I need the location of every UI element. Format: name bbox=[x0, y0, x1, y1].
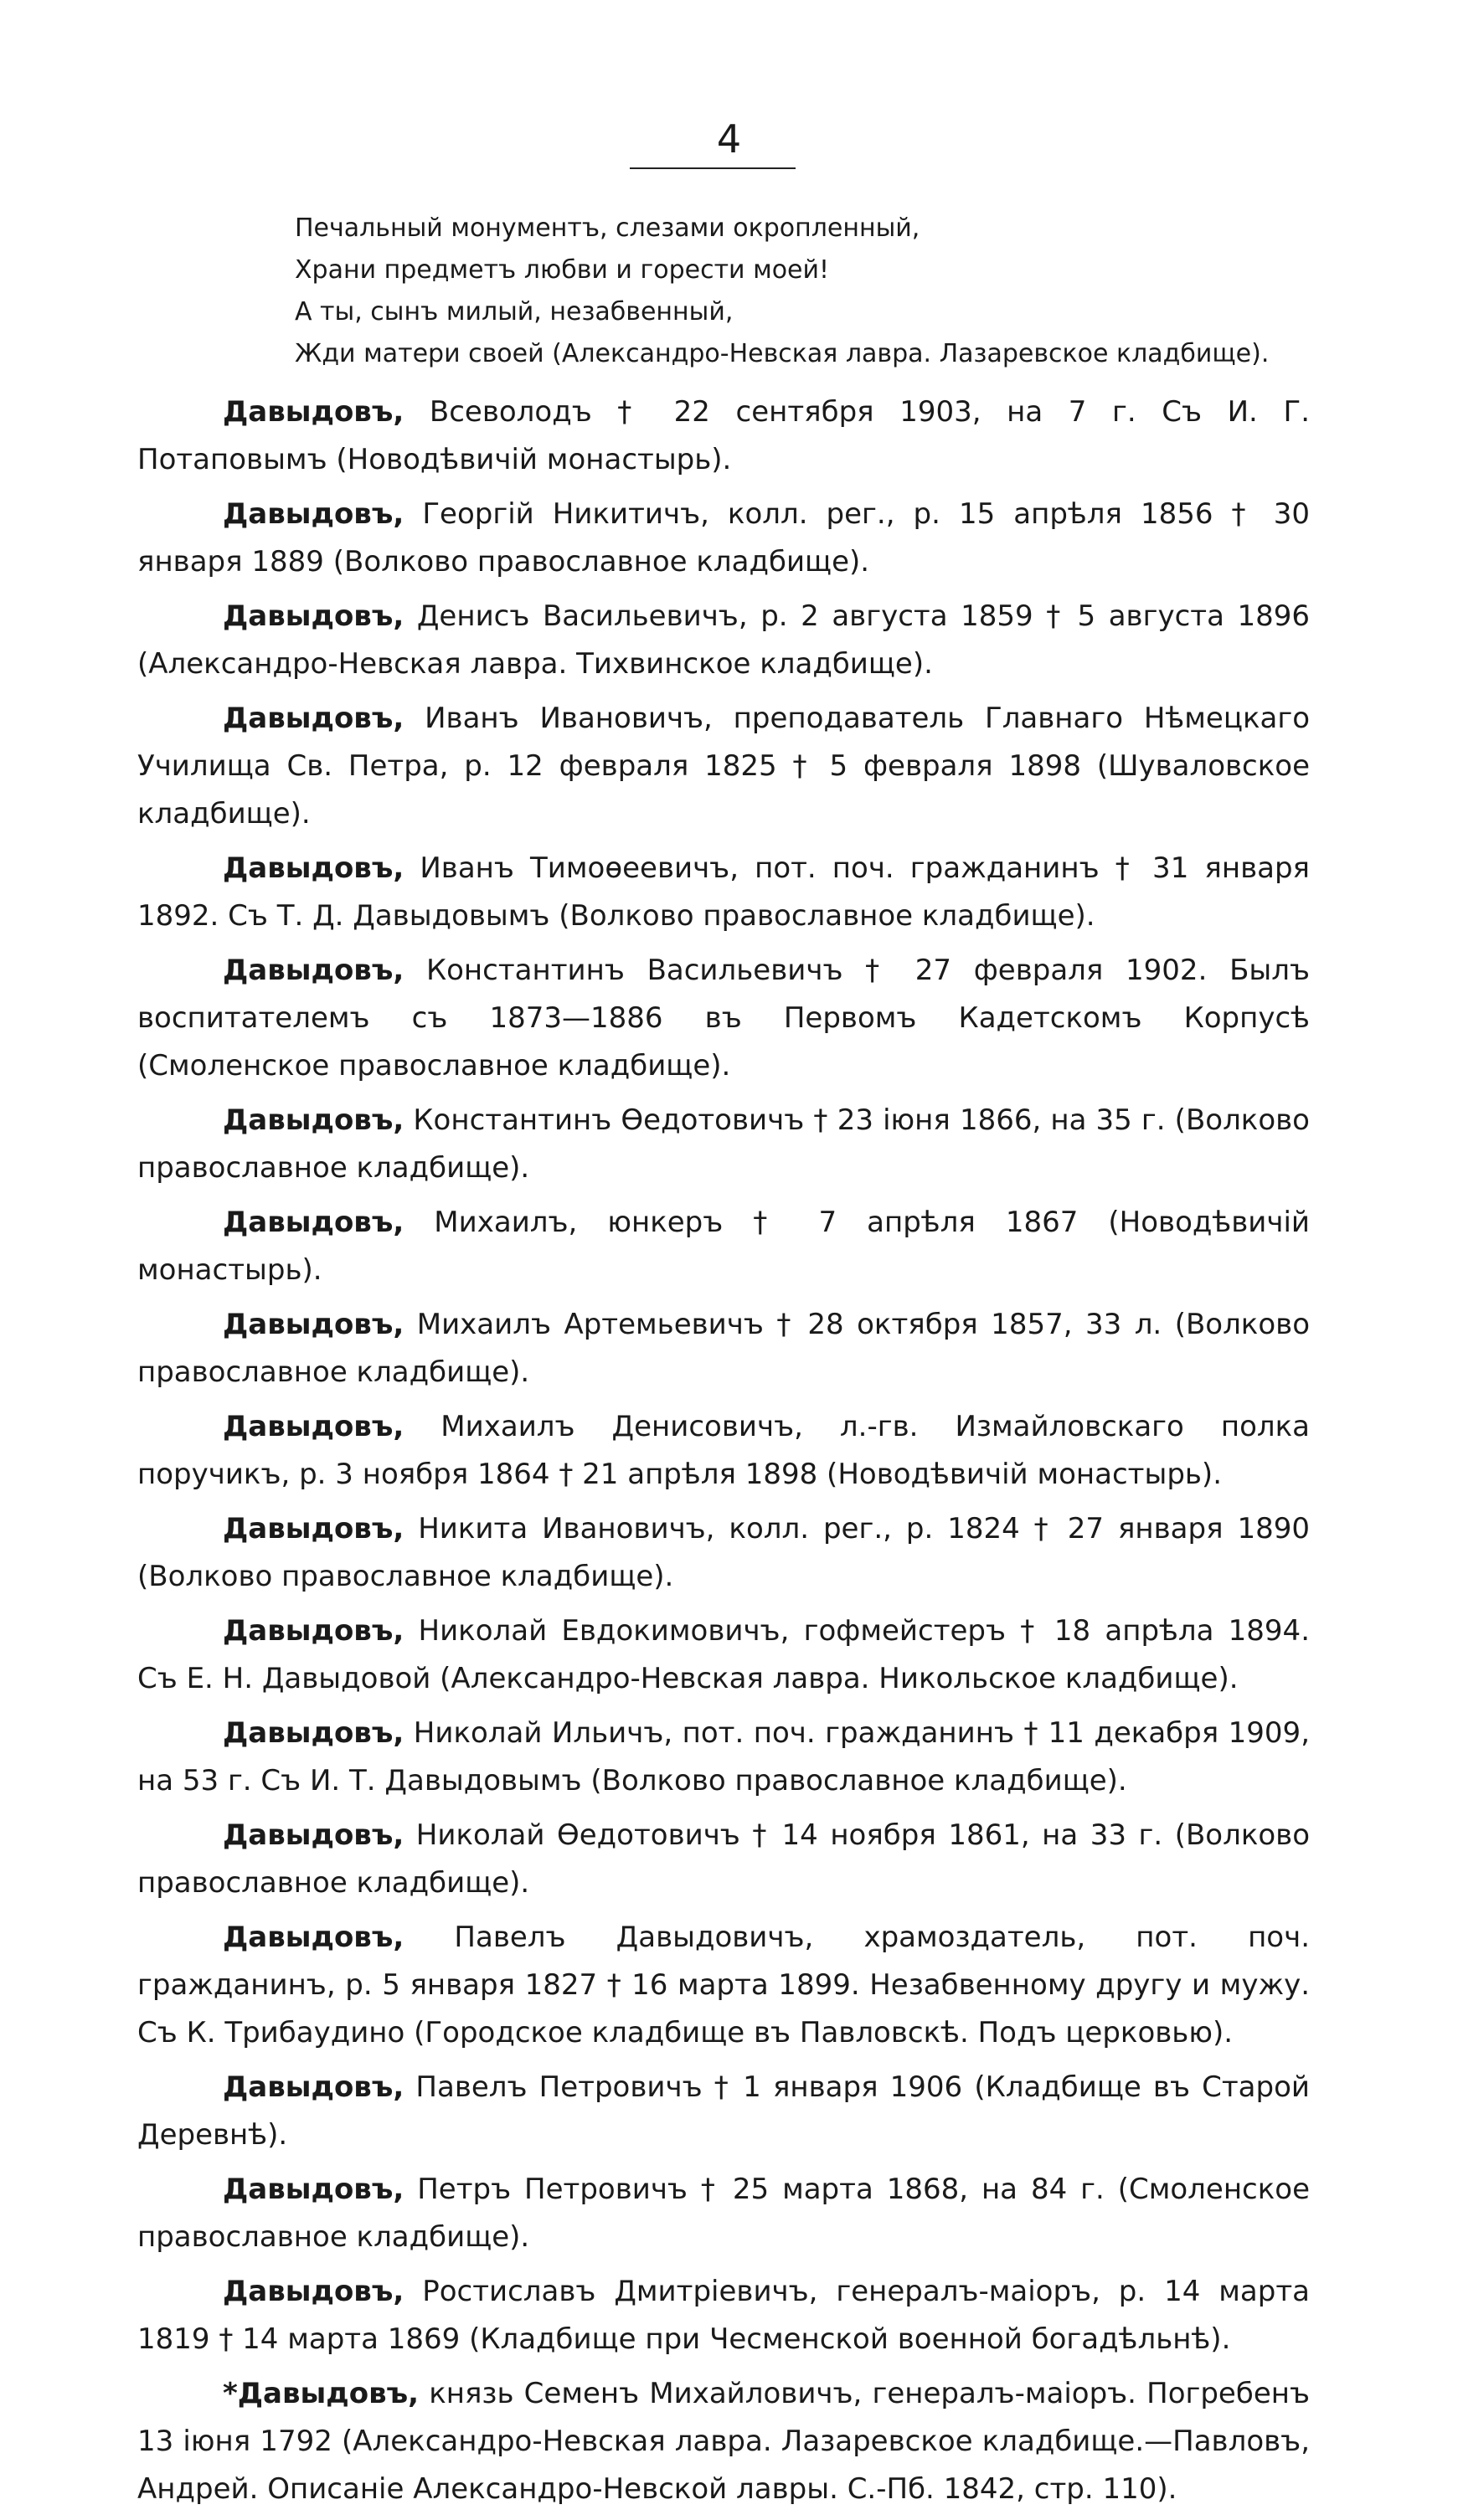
entry-surname: Давыдовъ, bbox=[223, 851, 404, 885]
entry bbox=[137, 1097, 1310, 1192]
entry-surname: Давыдовъ, bbox=[223, 497, 404, 531]
entry bbox=[137, 695, 1310, 838]
entry-surname: Давыдовъ, bbox=[223, 395, 404, 429]
entry-text: Денисъ Васильевичъ, р. 2 августа 1859 † 5 августа 1896 (Александро-Невская лавра. Тихвинское кладбище). bbox=[137, 599, 1310, 681]
entry bbox=[137, 1607, 1310, 1703]
entry bbox=[137, 2166, 1310, 2261]
entry-surname: Давыдовъ, bbox=[223, 1410, 404, 1443]
epigraph bbox=[295, 208, 1383, 375]
entry bbox=[137, 2064, 1310, 2159]
entry-surname: Давыдовъ, bbox=[223, 2275, 404, 2308]
entry-surname: Давыдовъ, bbox=[223, 954, 404, 987]
entry-text: Николай Ильичъ, пот. поч. гражданинъ † 11 декабря 1909, на 53 г. Съ И. Т. Давыдовымъ (Волково православное кладбище). bbox=[137, 1716, 1310, 1797]
entry bbox=[137, 1710, 1310, 1805]
entry bbox=[137, 1914, 1310, 2057]
entry-text: Михаилъ, юнкеръ † 7 апрѣля 1867 (Новодѣвичій монастырь). bbox=[137, 1206, 1310, 1287]
burial-entries bbox=[137, 388, 1310, 2520]
entry bbox=[137, 2370, 1310, 2513]
entry-surname: Давыдовъ, bbox=[223, 2070, 404, 2104]
entry-text: Константинъ Васильевичъ † 27 февраля 1902. Былъ воспитателемъ съ 1873—1886 въ Первомъ Кадетскомъ Корпусѣ (Смоленское православное кладбище). bbox=[137, 954, 1310, 1083]
entry-text: Михаилъ Денисовичъ, л.-гв. Измайловскаго полка поручикъ, р. 3 ноября 1864 † 21 апрѣля 1898 (Новодѣвичій монастырь). bbox=[137, 1410, 1310, 1491]
entry-text: Павелъ Петровичъ † 1 января 1906 (Кладбище въ Старой Деревнѣ). bbox=[137, 2070, 1310, 2152]
entry-text: Георгій Никитичъ, колл. рег., р. 15 апрѣля 1856 † 30 января 1889 (Волково православное кладбище). bbox=[137, 497, 1310, 579]
entry-text: Николай Евдокимовичъ, гофмейстеръ † 18 апрѣла 1894. Съ Е. Н. Давыдовой (Александро-Невская лавра. Никольское кладбище). bbox=[137, 1614, 1310, 1695]
entry bbox=[137, 1403, 1310, 1499]
entry-surname: Давыдовъ, bbox=[223, 1308, 404, 1341]
epigraph-line: А ты, сынъ милый, незабвенный, bbox=[295, 297, 734, 327]
entry-text: Ростиславъ Дмитріевичъ, генералъ-маіоръ, р. 14 марта 1819 † 14 марта 1869 (Кладбище при Чесменской военной богадѣльнѣ). bbox=[137, 2275, 1310, 2356]
entry-text: Николай Ѳедотовичъ † 14 ноября 1861, на 33 г. (Волково православное кладбище). bbox=[137, 1818, 1310, 1900]
entry-text: Всеволодъ † 22 сентября 1903, на 7 г. Съ И. Г. Потаповымъ (Новодѣвичій монастырь). bbox=[137, 395, 1310, 476]
entry-text: Петръ Петровичъ † 25 марта 1868, на 84 г. (Смоленское православное кладбище). bbox=[137, 2173, 1310, 2254]
entry-surname: Давыдовъ, bbox=[223, 1614, 404, 1648]
entry bbox=[137, 491, 1310, 586]
entry bbox=[137, 845, 1310, 940]
page-number: 4 bbox=[716, 116, 742, 162]
header-rule bbox=[630, 167, 796, 169]
entry-text: князь Семенъ Михайловичъ, генералъ-маіоръ. Погребенъ 13 іюня 1792 (Александро-Невская лавра. Лазаревское кладбище.—Павловъ, Андрей. Описаніе Александро-Невской лавры. С.-Пб. 1842, стр. 110). bbox=[137, 2377, 1310, 2506]
entry-text: Павелъ Давыдовичъ, храмоздатель, пот. поч. гражданинъ, р. 5 января 1827 † 16 марта 1899. Незабвенному другу и мужу. Съ К. Трибаудино (Городское кладбище въ Павловскѣ. Подъ церковью). bbox=[137, 1921, 1310, 2049]
entry-text: Никита Ивановичъ, колл. рег., р. 1824 † 27 января 1890 (Волково православное кладбище). bbox=[137, 1512, 1310, 1593]
entry-surname: Давыдовъ, bbox=[223, 1921, 404, 1954]
epigraph-line: Печальный монументъ, слезами окропленный, bbox=[295, 213, 920, 243]
entry-surname: Давыдовъ, bbox=[223, 702, 404, 735]
entry bbox=[137, 2268, 1310, 2363]
entry-text: Иванъ Тимоѳеевичъ, пот. поч. гражданинъ † 31 января 1892. Съ Т. Д. Давыдовымъ (Волково православное кладбище). bbox=[137, 851, 1310, 933]
entry bbox=[137, 1199, 1310, 1294]
entry-text: Михаилъ Артемьевичъ † 28 октября 1857, 33 л. (Волково православное кладбище). bbox=[137, 1308, 1310, 1389]
epigraph-line: Жди матери своей (Александро-Невская лавра. Лазаревское кладбище). bbox=[295, 339, 1270, 368]
entry bbox=[137, 593, 1310, 688]
entry bbox=[137, 1812, 1310, 1907]
entry-surname: Давыдовъ, bbox=[223, 599, 404, 633]
entry bbox=[137, 1505, 1310, 1601]
entry-surname: Давыдовъ, bbox=[223, 2173, 404, 2206]
entry-text: Иванъ Ивановичъ, преподаватель Главнаго Нѣмецкаго Училища Св. Петра, р. 12 февраля 1825 † 5 февраля 1898 (Шуваловское кладбище). bbox=[137, 702, 1310, 831]
entry-surname: Давыдовъ, bbox=[223, 1206, 404, 1239]
entry-text: Константинъ Ѳедотовичъ † 23 іюня 1866, на 35 г. (Волково православное кладбище). bbox=[137, 1103, 1310, 1185]
entry-surname: Давыдовъ, bbox=[223, 1103, 404, 1137]
epigraph-line: Храни предметъ любви и горести моей! bbox=[295, 255, 830, 285]
entry bbox=[137, 388, 1310, 484]
entry-surname: Давыдовъ, bbox=[223, 1818, 404, 1852]
entry bbox=[137, 1301, 1310, 1396]
entry-surname: Давыдовъ, bbox=[223, 1512, 404, 1545]
entry-surname: Давыдовъ, bbox=[223, 1716, 404, 1750]
entry-surname: *Давыдовъ, bbox=[223, 2377, 420, 2410]
entry bbox=[137, 947, 1310, 1090]
